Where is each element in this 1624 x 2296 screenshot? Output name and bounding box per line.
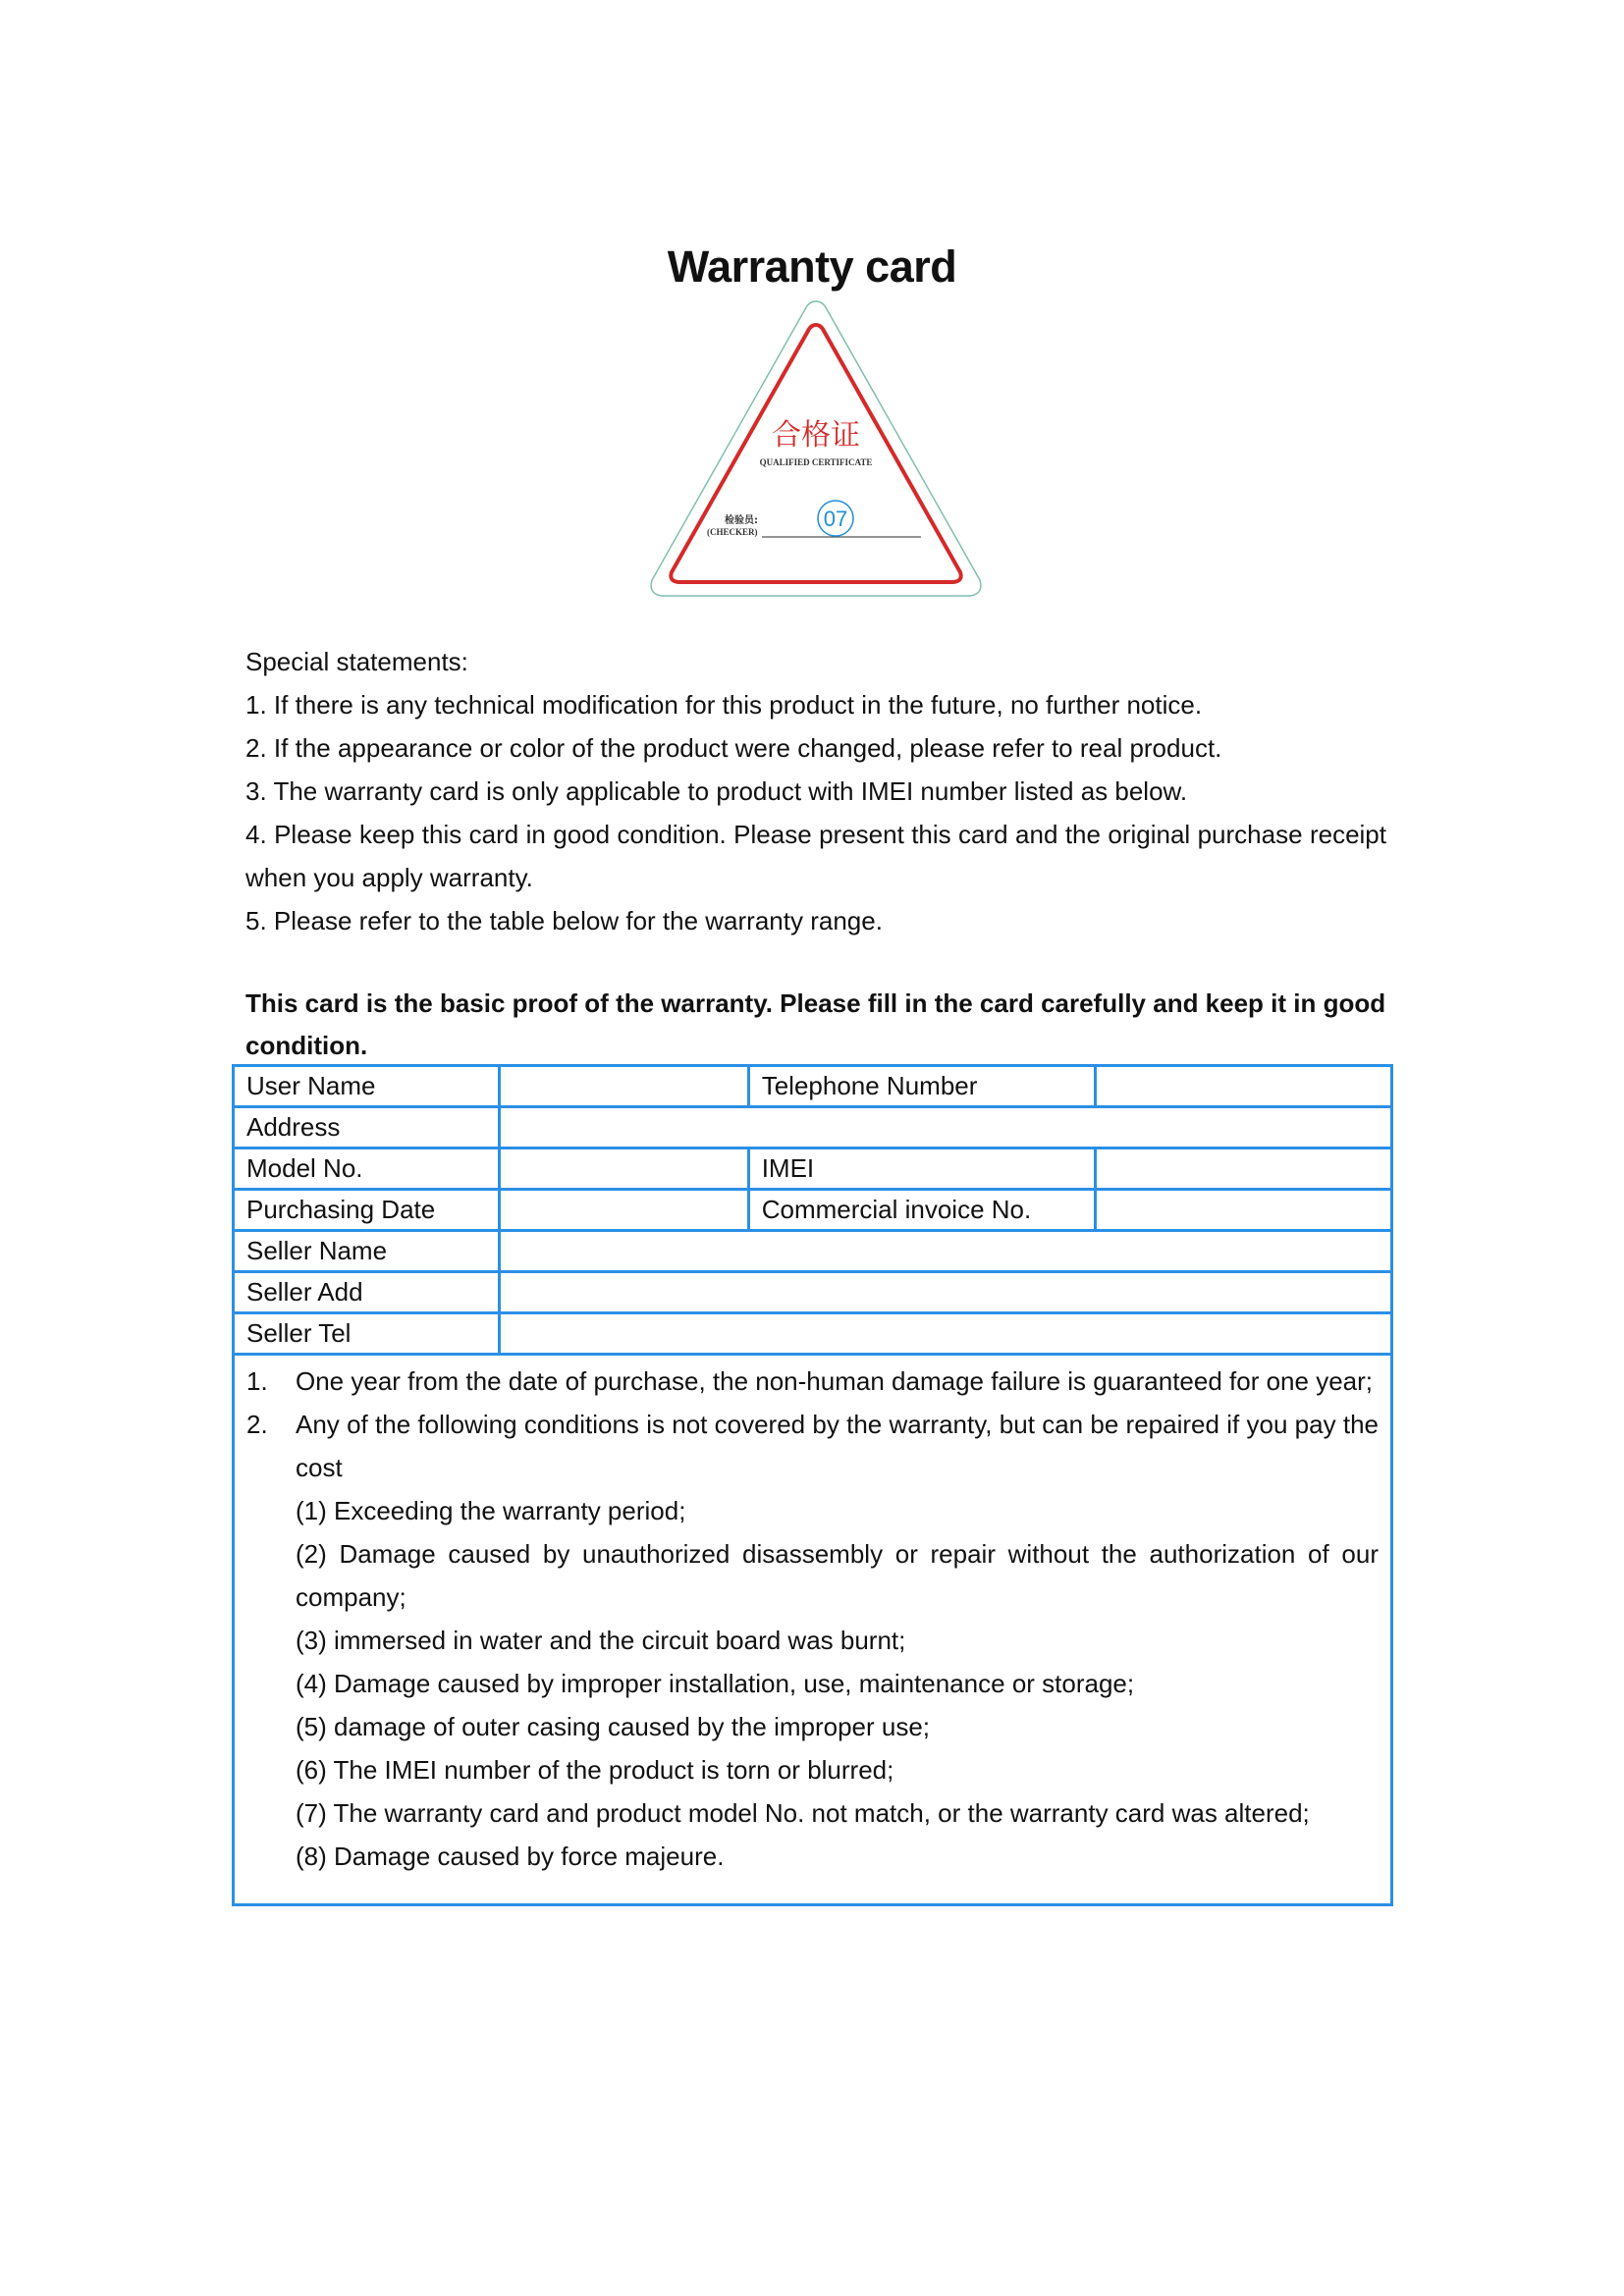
address-label: Address <box>234 1107 500 1148</box>
terms-item-text: One year from the date of purchase, the non-human damage failure is guaranteed for one year; <box>296 1366 1374 1396</box>
table-row <box>234 1190 1392 1231</box>
user-name-label: User Name <box>234 1066 500 1107</box>
table-row <box>234 1107 1392 1148</box>
telephone-number-field[interactable] <box>1096 1066 1392 1107</box>
user-name-field[interactable] <box>499 1066 748 1107</box>
imei-field[interactable] <box>1096 1148 1392 1190</box>
purchasing-date-label: Purchasing Date <box>234 1190 500 1231</box>
warranty-info-table <box>232 1064 1393 1906</box>
seller-add-label: Seller Add <box>234 1272 500 1313</box>
special-statements <box>245 640 1386 942</box>
commercial-invoice-label: Commercial invoice No. <box>748 1190 1095 1231</box>
exclusion-condition: (3) immersed in water and the circuit board was burnt; <box>296 1626 906 1655</box>
emblem-checker-label-cn: 检验员: <box>725 515 758 526</box>
statement-item: 3. The warranty card is only applicable to product with IMEI number listed as below. <box>245 776 1188 806</box>
table-row <box>234 1272 1392 1313</box>
table-row <box>234 1148 1392 1190</box>
emblem-checker-label-en: (CHECKER) <box>707 527 758 537</box>
model-no-label: Model No. <box>234 1148 500 1190</box>
exclusion-condition: (5) damage of outer casing caused by the improper use; <box>296 1712 931 1741</box>
address-field[interactable] <box>499 1107 1391 1148</box>
seller-tel-field[interactable] <box>499 1313 1391 1355</box>
qualified-certificate-emblem <box>646 297 986 600</box>
terms-item <box>246 1403 1379 1489</box>
terms-item-number: 1. <box>246 1366 268 1396</box>
exclusion-condition: (7) The warranty card and product model No. not match, or the warranty card was altered; <box>296 1798 1310 1828</box>
statement-item: 1. If there is any technical modification for this product in the future, no further notice. <box>245 690 1203 720</box>
terms-item <box>246 1360 1379 1403</box>
table-row <box>234 1313 1392 1355</box>
seller-name-label: Seller Name <box>234 1231 500 1272</box>
telephone-number-label: Telephone Number <box>748 1066 1095 1107</box>
exclusion-condition: (1) Exceeding the warranty period; <box>296 1496 686 1525</box>
model-no-field[interactable] <box>499 1148 748 1190</box>
warranty-terms <box>234 1355 1392 1905</box>
commercial-invoice-field[interactable] <box>1096 1190 1392 1231</box>
warranty-proof-notice: This card is the basic proof of the warranty. Please fill in the card carefully and keep it in good condition. <box>245 988 1386 1060</box>
exclusion-condition: (4) Damage caused by improper installation, use, maintenance or storage; <box>296 1669 1135 1698</box>
purchasing-date-field[interactable] <box>499 1190 748 1231</box>
seller-add-field[interactable] <box>499 1272 1391 1313</box>
table-row <box>234 1231 1392 1272</box>
terms-item-text: Any of the following conditions is not covered by the warranty, but can be repaired if you pay the cost <box>296 1410 1379 1482</box>
imei-label: IMEI <box>748 1148 1095 1190</box>
exclusion-condition: (2) Damage caused by unauthorized disassembly or repair without the authorization of our company; <box>296 1539 1379 1612</box>
statement-item: 2. If the appearance or color of the product were changed, please refer to real product. <box>245 733 1222 763</box>
terms-item-number: 2. <box>246 1410 268 1439</box>
table-row <box>234 1066 1392 1107</box>
page-title: Warranty card <box>667 241 957 292</box>
statement-item: 5. Please refer to the table below for the warranty range. <box>245 906 883 935</box>
emblem-english-title: QUALIFIED CERTIFICATE <box>759 457 873 467</box>
statement-item: 4. Please keep this card in good condition. Please present this card and the original purchase receipt when you apply warranty. <box>245 820 1386 892</box>
exclusion-condition: (8) Damage caused by force majeure. <box>296 1842 725 1871</box>
emblem-chinese-title: 合格证 <box>772 418 860 453</box>
seller-tel-label: Seller Tel <box>234 1313 500 1355</box>
emblem-checker-number: 07 <box>823 507 848 531</box>
statements-heading: Special statements: <box>245 647 468 676</box>
table-row <box>234 1355 1392 1905</box>
exclusion-condition: (6) The IMEI number of the product is torn or blurred; <box>296 1755 894 1785</box>
seller-name-field[interactable] <box>499 1231 1391 1272</box>
